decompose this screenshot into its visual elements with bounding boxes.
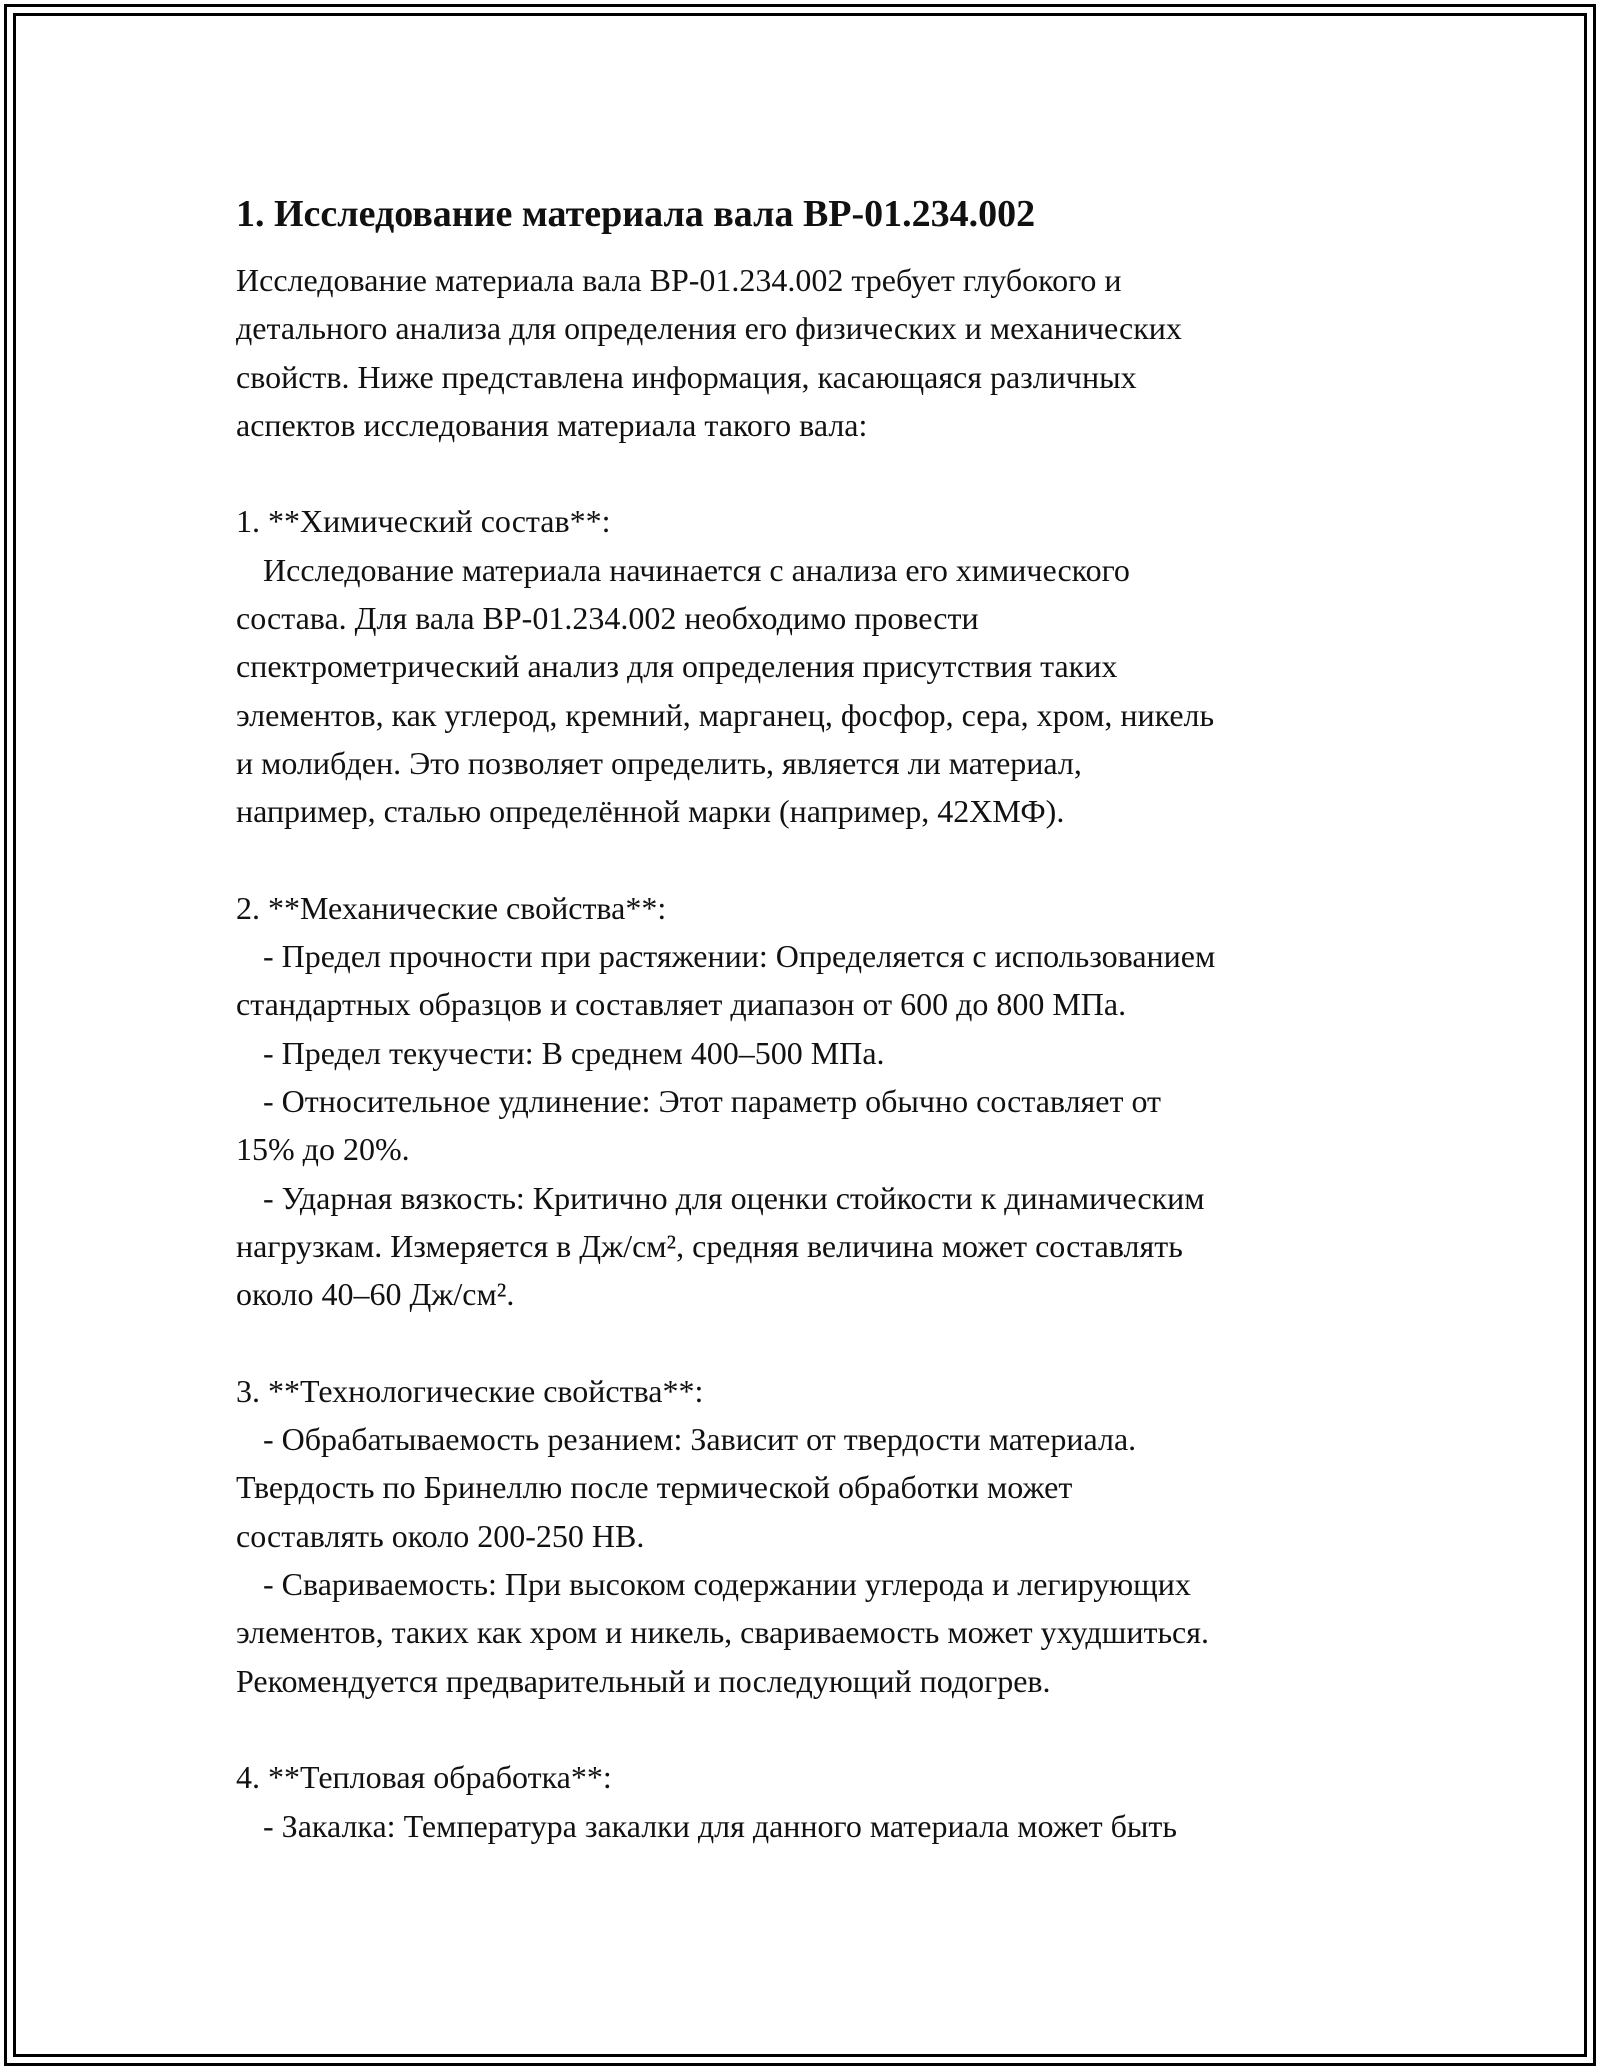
- paragraph-gap: [236, 1319, 1376, 1367]
- intro-line: Исследование материала вала ВР-01.234.002 требует глубокого и: [236, 262, 1122, 298]
- section-2-line: - Относительное удлинение: Этот параметр обычно составляет от: [263, 1083, 1162, 1120]
- section-3-line: составлять около 200-250 НВ.: [236, 1517, 645, 1554]
- section-2-line: - Предел прочности при растяжении: Определяется с использованием: [263, 938, 1216, 975]
- section-1-line: спектрометрический анализ для определения присутствия таких: [236, 648, 1118, 685]
- section-1-line: элементов, как углерод, кремний, марганец, фосфор, сера, хром, никель: [236, 696, 1215, 733]
- section-4-line: - Закалка: Температура закалки для данного материала может быть: [263, 1807, 1177, 1844]
- section-3-line: элементов, таких как хром и никель, свариваемость может ухудшиться.: [236, 1614, 1209, 1651]
- section-3-heading: 3. **Технологические свойства**:: [236, 1372, 704, 1409]
- intro-line: детального анализа для определения его физических и механических: [236, 310, 1182, 347]
- section-2-line: нагрузкам. Измеряется в Дж/см², средняя величина может составлять: [236, 1227, 1183, 1264]
- section-3-line: - Свариваемость: При высоком содержании углерода и легирующих: [263, 1566, 1191, 1603]
- section-1-line: и молибден. Это позволяет определить, является ли материал,: [236, 744, 1082, 781]
- section-2-line: - Ударная вязкость: Критично для оценки стойкости к динамическим: [263, 1179, 1205, 1216]
- section-2-heading: 2. **Механические свойства**:: [236, 889, 667, 926]
- section-2-line: 15% до 20%.: [236, 1131, 410, 1168]
- document-page: [236, 184, 1376, 1850]
- section-1-heading: 1. **Химический состав**:: [236, 503, 611, 540]
- section-3-line: Твердость по Бринеллю после термической обработки может: [236, 1469, 1073, 1506]
- section-1-line: состава. Для вала ВР-01.234.002 необходимо провести: [236, 600, 979, 637]
- section-title: 1. Исследование материала вала ВР-01.234.002: [236, 193, 1036, 235]
- section-1-line: Исследование материала начинается с анализа его химического: [263, 551, 1130, 588]
- section-3-line: Рекомендуется предварительный и последующий подогрев.: [236, 1662, 1051, 1699]
- paragraph-gap: [236, 1705, 1376, 1753]
- section-2-line: стандартных образцов и составляет диапазон от 600 до 800 МПа.: [236, 986, 1127, 1023]
- paragraph-gap: [236, 836, 1376, 884]
- section-2-line: около 40–60 Дж/см².: [236, 1276, 515, 1313]
- paragraph-gap: [236, 449, 1376, 497]
- section-2-line: - Предел текучести: В среднем 400–500 МПа.: [263, 1034, 885, 1071]
- section-3-line: - Обрабатываемость резанием: Зависит от твердости материала.: [263, 1421, 1137, 1458]
- intro-line: аспектов исследования материала такого вала:: [236, 406, 868, 443]
- section-4-heading: 4. **Тепловая обработка**:: [236, 1759, 612, 1796]
- section-1-line: например, сталью определённой марки (например, 42ХМФ).: [236, 793, 1065, 830]
- intro-line: свойств. Ниже представлена информация, касающаяся различных: [236, 358, 1137, 395]
